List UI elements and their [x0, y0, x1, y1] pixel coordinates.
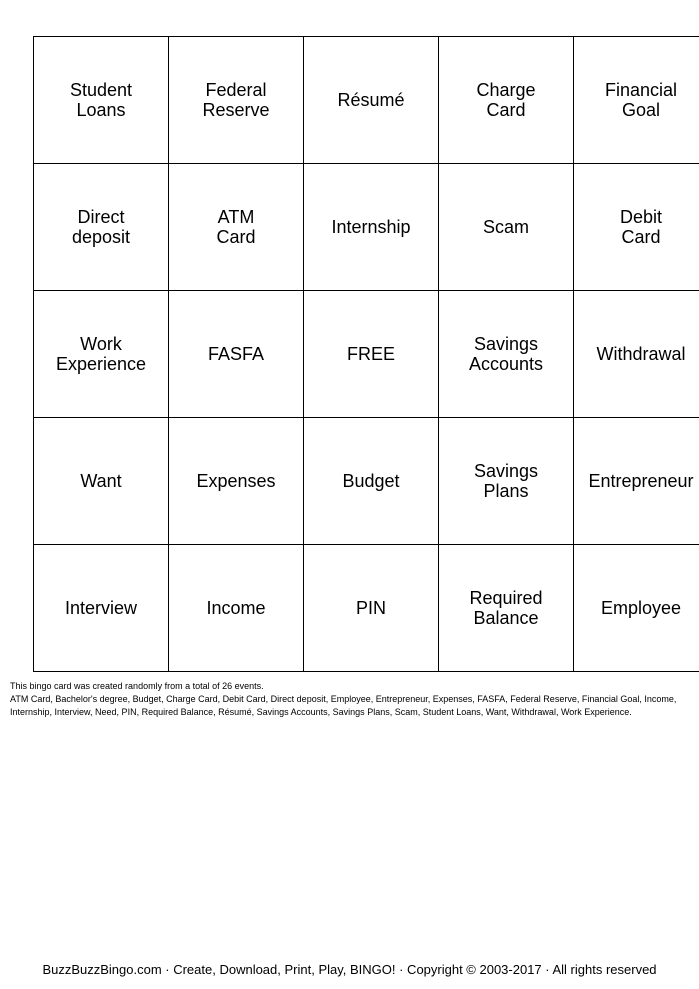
bingo-cell: Internship [304, 164, 439, 291]
bingo-cell: Income [169, 545, 304, 672]
bingo-row [34, 545, 699, 672]
bingo-cell: Student Loans [34, 37, 169, 164]
bingo-cell: Charge Card [439, 37, 574, 164]
bingo-cell: Debit Card [574, 164, 699, 291]
bingo-cell: Scam [439, 164, 574, 291]
bingo-cell: ATM Card [169, 164, 304, 291]
bingo-cell: Want [34, 418, 169, 545]
bingo-cell: Withdrawal [574, 291, 699, 418]
bingo-cell: Direct deposit [34, 164, 169, 291]
page-footer: BuzzBuzzBingo.com · Create, Download, Print, Play, BINGO! · Copyright © 2003-2017 · All rights reserved [42, 962, 657, 977]
bingo-row [34, 291, 699, 418]
notes-intro: This bingo card was created randomly from a total of 26 events. [10, 681, 264, 691]
card-notes [10, 680, 678, 719]
bingo-card [33, 36, 699, 672]
bingo-cell: Federal Reserve [169, 37, 304, 164]
notes-event-list: ATM Card, Bachelor's degree, Budget, Charge Card, Debit Card, Direct deposit, Employee, Entrepreneur, Expenses, FASFA, Federal Reserve, Financial Goal, Income, Internship, Interview, Need, PIN, Required Balance, Résumé, Savings Accounts, Savings Plans, Scam, Student Loans, Want, Withdrawal, Work Experience. [10, 694, 677, 717]
bingo-cell: Savings Plans [439, 418, 574, 545]
bingo-cell: Employee [574, 545, 699, 672]
bingo-cell: Entrepreneur [574, 418, 699, 545]
bingo-cell: Expenses [169, 418, 304, 545]
bingo-cell: Savings Accounts [439, 291, 574, 418]
bingo-cell: Budget [304, 418, 439, 545]
bingo-cell: Required Balance [439, 545, 574, 672]
bingo-free-cell: FREE [304, 291, 439, 418]
bingo-cell: Interview [34, 545, 169, 672]
bingo-cell: Financial Goal [574, 37, 699, 164]
bingo-cell: FASFA [169, 291, 304, 418]
bingo-cell: Résumé [304, 37, 439, 164]
bingo-row [34, 418, 699, 545]
bingo-row [34, 37, 699, 164]
bingo-row [34, 164, 699, 291]
bingo-cell: PIN [304, 545, 439, 672]
bingo-cell: Work Experience [34, 291, 169, 418]
